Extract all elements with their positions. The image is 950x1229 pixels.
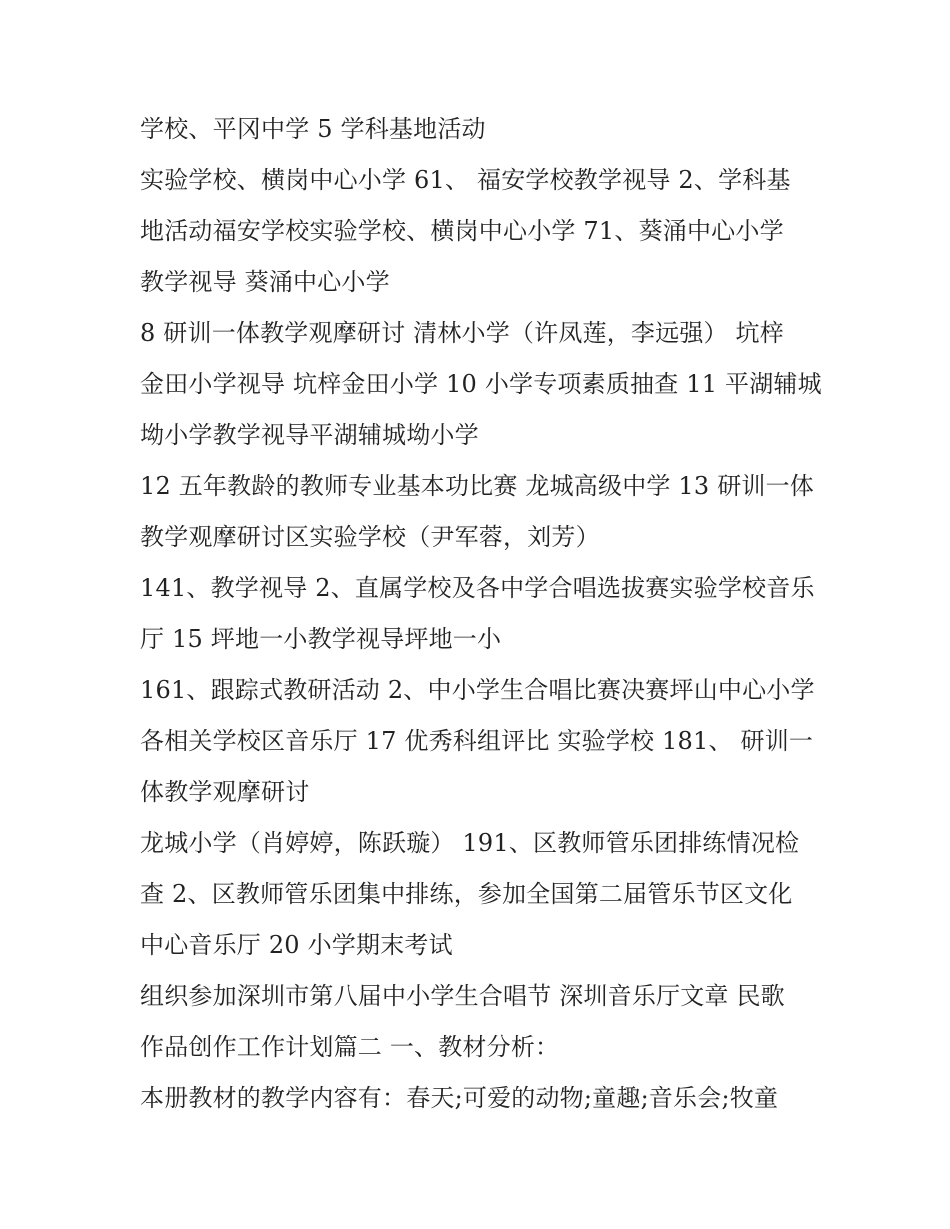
text-line: 作品创作工作计划篇二 一、教材分析：	[140, 1033, 560, 1061]
text-line: 学校、平冈中学 5 学科基地活动	[140, 115, 486, 143]
text-line: 161、跟踪式教研活动 2、中小学生合唱比赛决赛坪山中心小学	[140, 676, 815, 704]
text-line: 教学视导 葵涌中心小学	[140, 268, 390, 296]
text-line: 厅 15 坪地一小教学视导坪地一小	[140, 625, 502, 653]
text-line: 坳小学教学视导平湖辅城坳小学	[140, 421, 479, 449]
text-line: 查 2、区教师管乐团集中排练，参加全国第二届管乐节区文化	[140, 880, 793, 908]
text-line: 中心音乐厅 20 小学期末考试	[140, 931, 453, 959]
text-line: 实验学校、横岗中心小学 61、 福安学校教学视导 2、学科基	[140, 166, 791, 194]
text-line: 141、教学视导 2、直属学校及各中学合唱选拔赛实验学校音乐	[140, 574, 815, 602]
text-line: 组织参加深圳市第八届中小学生合唱节 深圳音乐厅文章 民歌	[140, 982, 785, 1010]
text-line: 8 研训一体教学观摩研讨 清林小学（许凤莲，李远强） 坑梓	[140, 319, 784, 347]
text-line: 教学观摩研讨区实验学校（尹军蓉，刘芳）	[140, 523, 600, 551]
text-line: 金田小学视导 坑梓金田小学 10 小学专项素质抽查 11 平湖辅城	[140, 370, 822, 398]
text-line: 本册教材的教学内容有：春天;可爱的动物;童趣;音乐会;牧童	[140, 1084, 779, 1112]
text-line: 各相关学校区音乐厅 17 优秀科组评比 实验学校 181、 研训一	[140, 727, 814, 755]
text-line: 地活动福安学校实验学校、横岗中心小学 71、葵涌中心小学	[140, 217, 784, 245]
text-line: 12 五年教龄的教师专业基本功比赛 龙城高级中学 13 研训一体	[140, 472, 814, 500]
text-line: 体教学观摩研讨	[140, 778, 310, 806]
text-line: 龙城小学（肖婷婷，陈跃璇） 191、区教师管乐团排练情况检	[140, 829, 800, 857]
